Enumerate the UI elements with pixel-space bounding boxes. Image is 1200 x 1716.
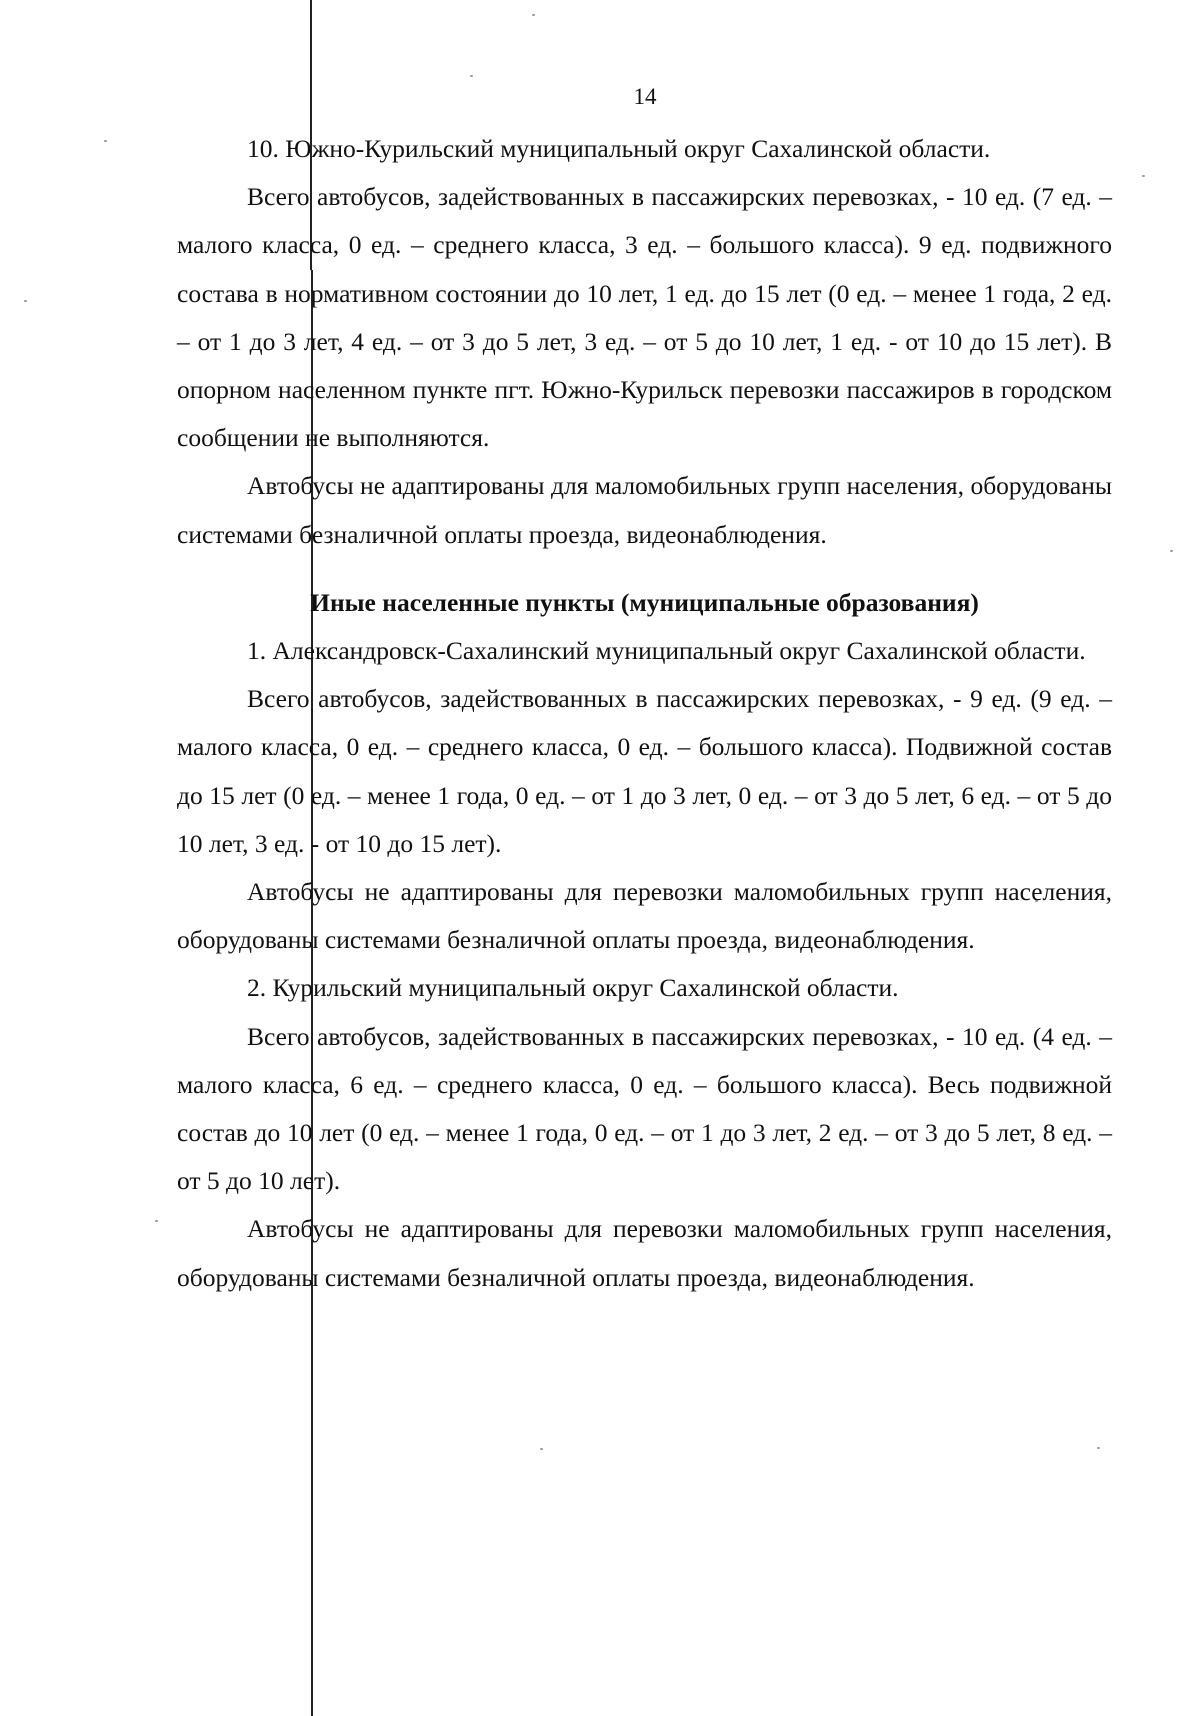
scan-speck: [1170, 550, 1173, 552]
scan-speck: [532, 14, 535, 16]
paragraph-aleksandrovsk-buses: Всего автобусов, задействованных в пассажирских перевозках, - 9 ед. (9 ед. – малого класса, 0 ед. – среднего класса, 0 ед. – большого класса). Подвижной состав до 15 лет (0 ед. – менее 1 года, 0 ед. – от 1 до 3 лет, 0 ед. – от 3 до 5 лет, 6 ед. – от 5 до 10 лет, 3 ед. - от 10 до 15 лет).: [177, 684, 1112, 858]
scan-speck: [24, 300, 27, 302]
page-number: 14: [633, 84, 657, 109]
section-title-south-kuril: 10. Южно-Курильский муниципальный округ Сахалинской области.: [247, 134, 991, 163]
scan-speck: [540, 1448, 543, 1450]
scan-speck: [470, 75, 473, 77]
paragraph-kuril-buses: Всего автобусов, задействованных в пассажирских перевозках, - 10 ед. (4 ед. – малого класса, 6 ед. – среднего класса, 0 ед. – большого класса). Весь подвижной состав до 10 лет (0 ед. – менее 1 года, 0 ед. – от 1 до 3 лет, 2 ед. – от 3 до 5 лет, 8 ед. – от 5 до 10 лет).: [177, 1021, 1112, 1196]
scan-speck: [1097, 1447, 1100, 1449]
section-heading-other-settlements: Иные населенные пункты (муниципальные образования): [310, 587, 979, 617]
scan-speck: [155, 1220, 158, 1222]
section-title-aleksandrovsk: 1. Александровск-Сахалинский муниципальный округ Сахалинской области.: [247, 636, 1086, 666]
scan-speck: [1142, 175, 1145, 177]
paragraph-south-kuril-equipment: Автобусы не адаптированы для маломобильных групп населения, оборудованы системами безналичной оплаты проезда, видеонаблюдения.: [177, 471, 1112, 549]
scan-speck: [104, 140, 107, 142]
document-body: [177, 125, 1112, 1302]
paragraph-south-kuril-buses: Всего автобусов, задействованных в пассажирских перевозках, - 10 ед. (7 ед. – малого класса, 0 ед. – среднего класса, 3 ед. – большого класса). 9 ед. подвижного состава в нормативном состоянии до 10 лет, 1 ед. до 15 лет (0 ед. – менее 1 года, 2 ед. – от 1 до 3 лет, 4 ед. – от 3 до 5 лет, 3 ед. – от 5 до 10 лет, 1 ед. - от 10 до 15 лет). В опорном населенном пункте пгт. Южно-Курильск перевозки пассажиров в городском сообщении не выполняются.: [177, 182, 1112, 453]
paragraph-aleksandrovsk-equipment: Автобусы не адаптированы для перевозки маломобильных групп населения, оборудованы системами безналичной оплаты проезда, видеонаблюдения.: [177, 877, 1112, 955]
section-title-kuril: 2. Курильский муниципальный округ Сахалинской области.: [247, 973, 899, 1003]
paragraph-kuril-equipment: Автобусы не адаптированы для перевозки маломобильных групп населения, оборудованы системами безналичной оплаты проезда, видеонаблюдения.: [177, 1214, 1112, 1292]
